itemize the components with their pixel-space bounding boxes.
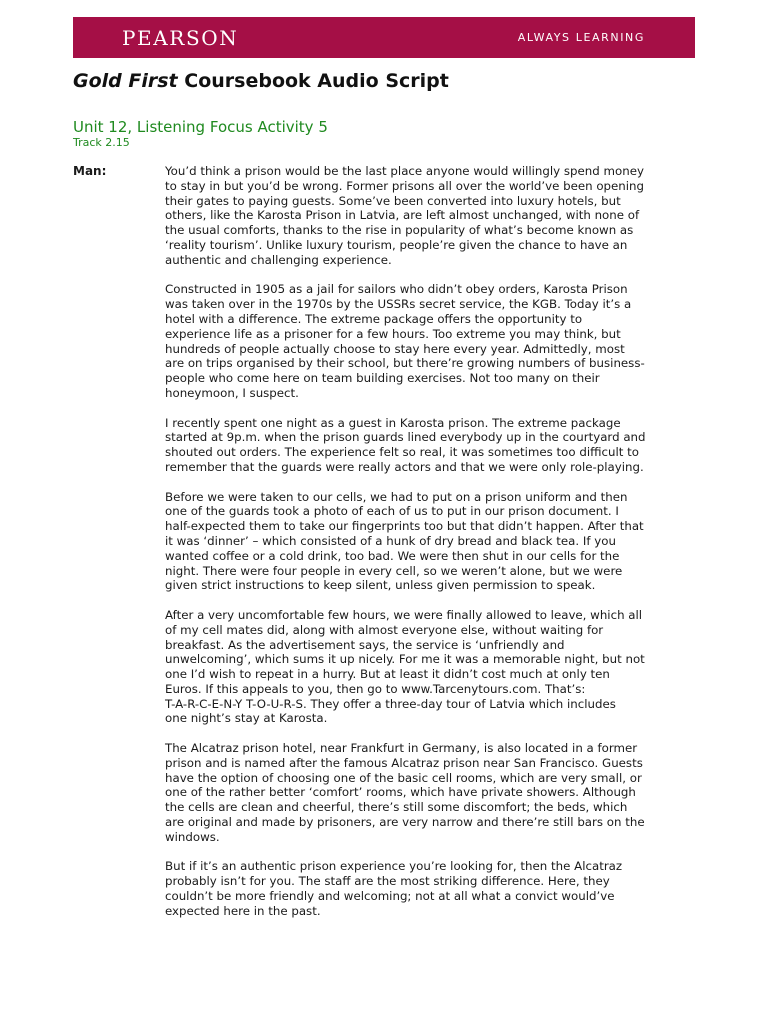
script-line: remember that the guards were really actors and that we were only role-playing. — [165, 459, 644, 474]
audio-script-body — [165, 164, 711, 933]
script-paragraph — [165, 416, 711, 475]
script-paragraph — [165, 741, 711, 845]
script-line: to stay in but you’d be wrong. Former prisons all over the world’ve been opening — [165, 178, 645, 193]
script-line: it was ‘dinner’ – which consisted of a hunk of dry bread and black tea. If you — [165, 533, 616, 548]
script-paragraph — [165, 282, 711, 400]
script-line: hotel with a difference. The extreme package offers the opportunity to — [165, 311, 583, 326]
pearson-header-banner — [73, 17, 695, 58]
script-line: night. There were four people in every cell, so we weren’t alone, but we were — [165, 563, 623, 578]
script-line: others, like the Karosta Prison in Latvia, are left almost unchanged, with none of — [165, 208, 640, 223]
script-line: half-expected them to take our fingerprints too but that didn’t happen. After that — [165, 519, 644, 534]
script-line: wanted coffee or a cold drink, too bad. We were then shut in our cells for the — [165, 548, 620, 563]
script-line: breakfast. As the advertisement says, the service is ‘unfriendly and — [165, 637, 565, 652]
script-line: one of the guards took a photo of each of us to put in our prison document. I — [165, 504, 619, 519]
script-line: But if it’s an authentic prison experience you’re looking for, then the Alcatraz — [165, 859, 623, 874]
document-title — [73, 68, 449, 94]
script-line: windows. — [165, 829, 220, 844]
script-line: You’d think a prison would be the last place anyone would willingly spend money — [165, 164, 644, 178]
script-line: couldn’t be more friendly and welcoming; not at all what a convict would’ve — [165, 889, 615, 904]
script-line: the usual comforts, thanks to the rise in popularity of what’s become known as — [165, 223, 634, 238]
script-line: Before we were taken to our cells, we had to put on a prison uniform and then — [165, 489, 628, 504]
script-line: Euros. If this appeals to you, then go to www.Tarcenytours.com. That’s: — [165, 681, 586, 696]
script-line: probably isn’t for you. The staff are the most striking difference. Here, they — [165, 874, 610, 889]
script-line: unwelcoming’, which sums it up nicely. For me it was a memorable night, but not — [165, 652, 645, 667]
script-line: are on trips organised by their school, but there’re growing numbers of business- — [165, 356, 645, 371]
script-paragraph — [165, 608, 711, 726]
script-line: The Alcatraz prison hotel, near Frankfurt in Germany, is also located in a former — [165, 741, 638, 756]
script-line: was taken over in the 1970s by the USSRs secret service, the KGB. Today it’s a — [165, 297, 632, 312]
script-line: one I’d wish to repeat in a hurry. But at least it didn’t cost much at only ten — [165, 667, 610, 682]
script-line: one night’s stay at Karosta. — [165, 711, 328, 726]
title-book-name: Gold First — [73, 70, 178, 92]
script-line: prison and is named after the famous Alcatraz prison near San Francisco. Guests — [165, 755, 643, 770]
script-line: experience life as a prisoner for a few hours. Too extreme you may think, but — [165, 326, 621, 341]
script-line: are original and made by prisoners, are very narrow and there’re still bars on the — [165, 815, 645, 830]
script-line: people who come here on team building exercises. Not too many on their — [165, 371, 600, 386]
script-line: one of the rather better ‘comfort’ rooms, which have private showers. Although — [165, 785, 636, 800]
script-paragraph — [165, 164, 711, 268]
script-paragraph — [165, 490, 711, 594]
script-line: shouted out orders. The experience felt so real, it was sometimes too difficult to — [165, 445, 639, 460]
script-line: given strict instructions to keep silent, unless given permission to speak. — [165, 578, 596, 593]
script-line: their gates to paying guests. Some’ve been converted into luxury hotels, but — [165, 193, 621, 208]
script-line: hundreds of people actually choose to stay here every year. Admittedly, most — [165, 341, 625, 356]
speaker-label: Man: — [73, 164, 107, 178]
script-line: ‘reality tourism’. Unlike luxury tourism, people’re given the chance to have an — [165, 237, 628, 252]
track-number: Track 2.15 — [73, 136, 130, 149]
script-line: After a very uncomfortable few hours, we were finally allowed to leave, which all — [165, 607, 643, 622]
script-line: Constructed in 1905 as a jail for sailors who didn’t obey orders, Karosta Prison — [165, 282, 628, 297]
pearson-logo: PEARSON — [122, 26, 239, 50]
script-line: T-A-R-C-E-N-Y T-O-U-R-S. They offer a three-day tour of Latvia which includes — [165, 696, 616, 711]
unit-heading: Unit 12, Listening Focus Activity 5 — [73, 118, 328, 136]
script-line: of my cell mates did, along with almost everyone else, without waiting for — [165, 622, 604, 637]
script-line: started at 9p.m. when the prison guards lined everybody up in the courtyard and — [165, 430, 646, 445]
script-paragraph — [165, 859, 711, 918]
script-line: have the option of choosing one of the basic cell rooms, which are very small, or — [165, 770, 642, 785]
title-rest: Coursebook Audio Script — [184, 70, 449, 92]
script-line: authentic and challenging experience. — [165, 252, 392, 267]
script-line: I recently spent one night as a guest in Karosta prison. The extreme package — [165, 415, 621, 430]
script-line: the cells are clean and cheerful, there’s still some discomfort; the beds, which — [165, 800, 628, 815]
tagline: ALWAYS LEARNING — [517, 31, 645, 44]
script-line: honeymoon, I suspect. — [165, 385, 299, 400]
script-line: expected here in the past. — [165, 903, 321, 918]
